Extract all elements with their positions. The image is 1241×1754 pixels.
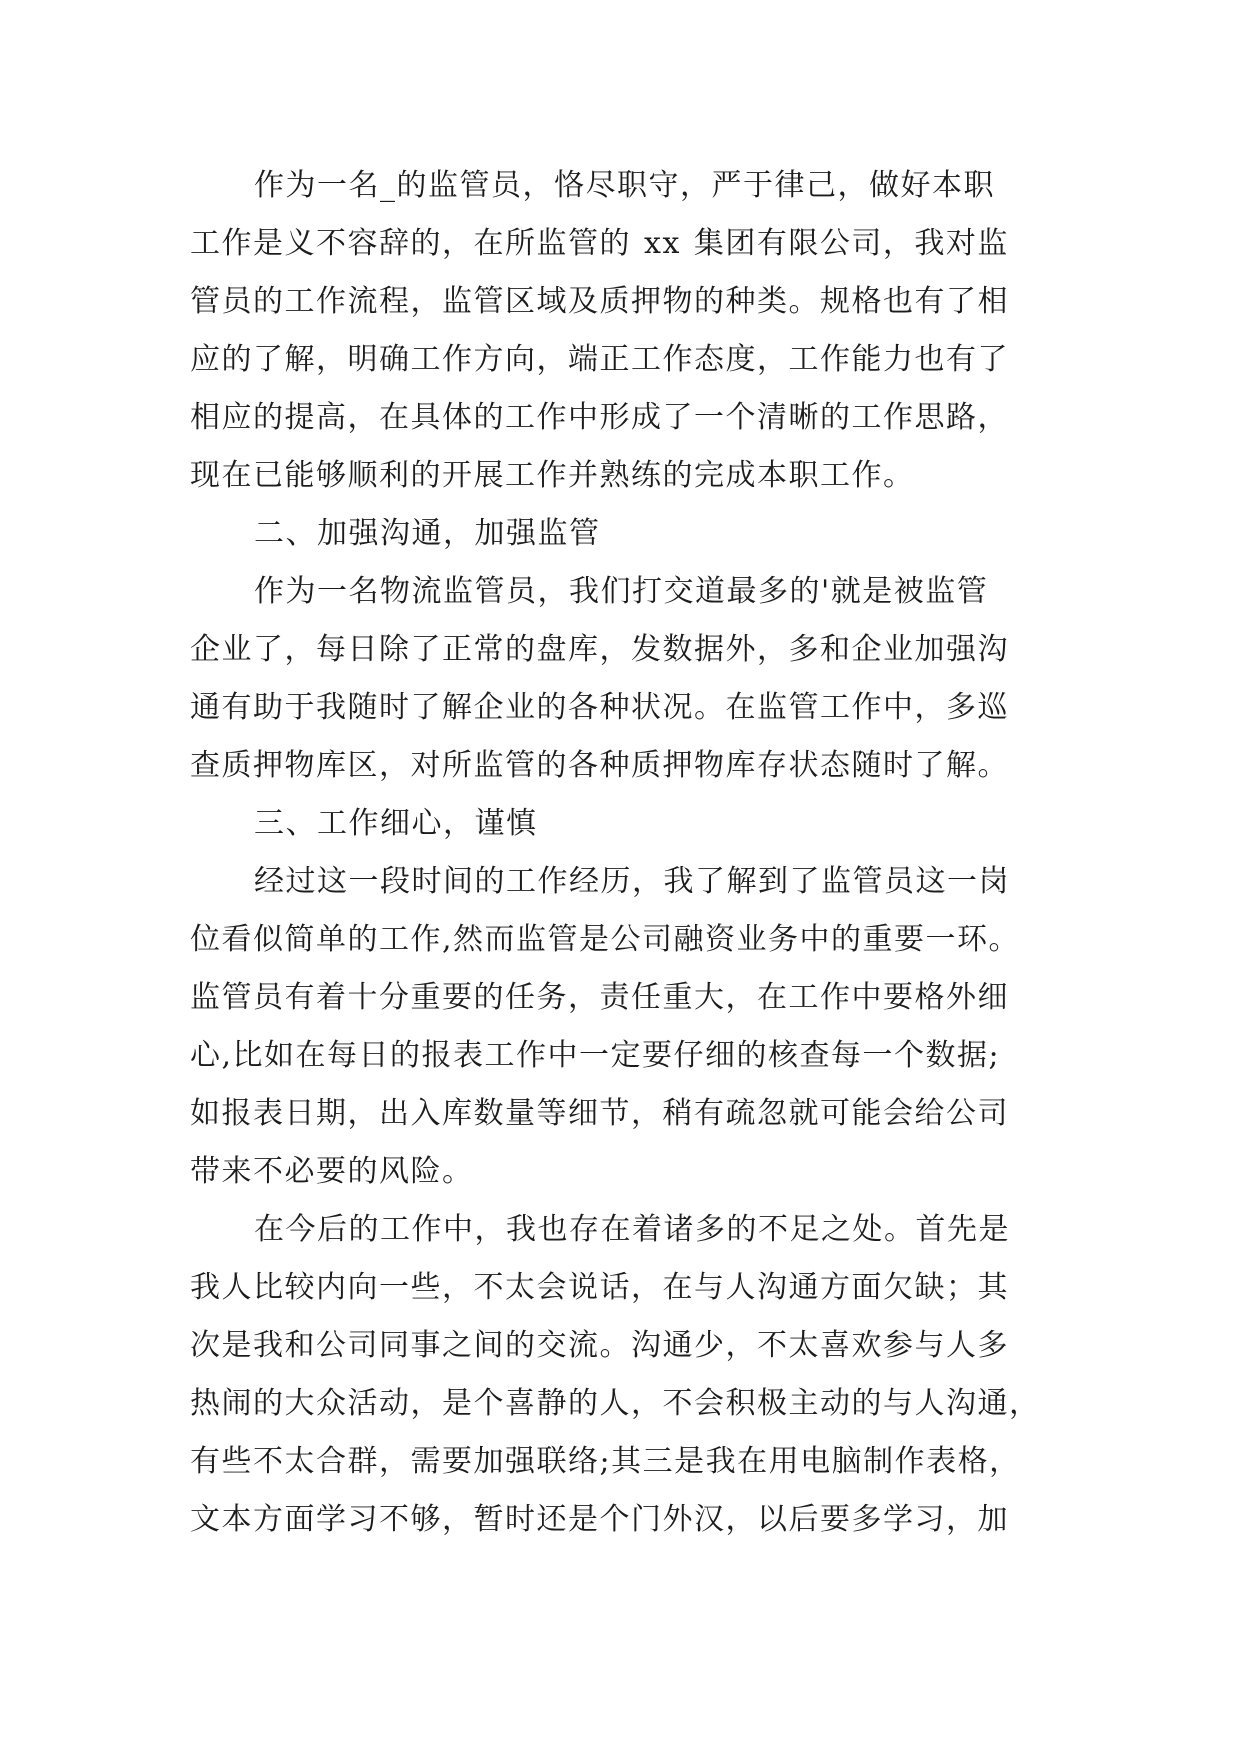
text-line: 通有助于我随时了解企业的各种状况。在监管工作中，多巡	[190, 690, 1009, 725]
document-body	[190, 157, 1060, 1549]
text-line: 带来不必要的风险。	[190, 1154, 474, 1189]
text-line: 次是我和公司同事之间的交流。沟通少，不太喜欢参与人多	[190, 1328, 1009, 1363]
text-line: 应的了解，明确工作方向，端正工作态度，工作能力也有了	[190, 342, 1009, 377]
text-line: 有些不太合群，需要加强联络;其三是我在用电脑制作表格，	[190, 1444, 1021, 1479]
text-line: 位看似简单的工作,然而监管是公司融资业务中的重要一环。	[190, 922, 1021, 957]
text-line: 管员的工作流程，监管区域及质押物的种类。规格也有了相	[190, 284, 1009, 319]
text-line: 作为一名_的监管员，恪尽职守，严于律己，做好本职	[254, 168, 995, 203]
text-line: 监管员有着十分重要的任务，责任重大，在工作中要格外细	[190, 980, 1009, 1015]
text-line: 企业了，每日除了正常的盘库，发数据外，多和企业加强沟	[190, 632, 1009, 667]
text-line: 心,比如在每日的报表工作中一定要仔细的核查每一个数据;	[190, 1038, 1001, 1073]
section-heading: 三、工作细心，谨慎	[254, 806, 538, 841]
text-line: 在今后的工作中，我也存在着诸多的不足之处。首先是	[254, 1212, 1010, 1247]
text-line: 我人比较内向一些，不太会说话，在与人沟通方面欠缺；其	[190, 1270, 1009, 1305]
text-line: 作为一名物流监管员，我们打交道最多的'就是被监管	[254, 574, 989, 609]
text-line: 查质押物库区，对所监管的各种质押物库存状态随时了解。	[190, 748, 1009, 783]
text-line: 文本方面学习不够，暂时还是个门外汉，以后要多学习，加	[190, 1502, 1009, 1537]
text-line: 如报表日期，出入库数量等细节，稍有疏忽就可能会给公司	[190, 1096, 1009, 1131]
text-line: 相应的提高，在具体的工作中形成了一个清晰的工作思路，	[190, 400, 1009, 435]
text-line: 现在已能够顺利的开展工作并熟练的完成本职工作。	[190, 458, 915, 493]
text-line: 工作是义不容辞的，在所监管的 xx 集团有限公司，我对监	[190, 226, 1009, 261]
text-line: 经过这一段时间的工作经历，我了解到了监管员这一岗	[254, 864, 1010, 899]
text-line: 热闹的大众活动，是个喜静的人，不会积极主动的与人沟通，	[190, 1386, 1041, 1421]
section-heading: 二、加强沟通，加强监管	[254, 516, 601, 551]
